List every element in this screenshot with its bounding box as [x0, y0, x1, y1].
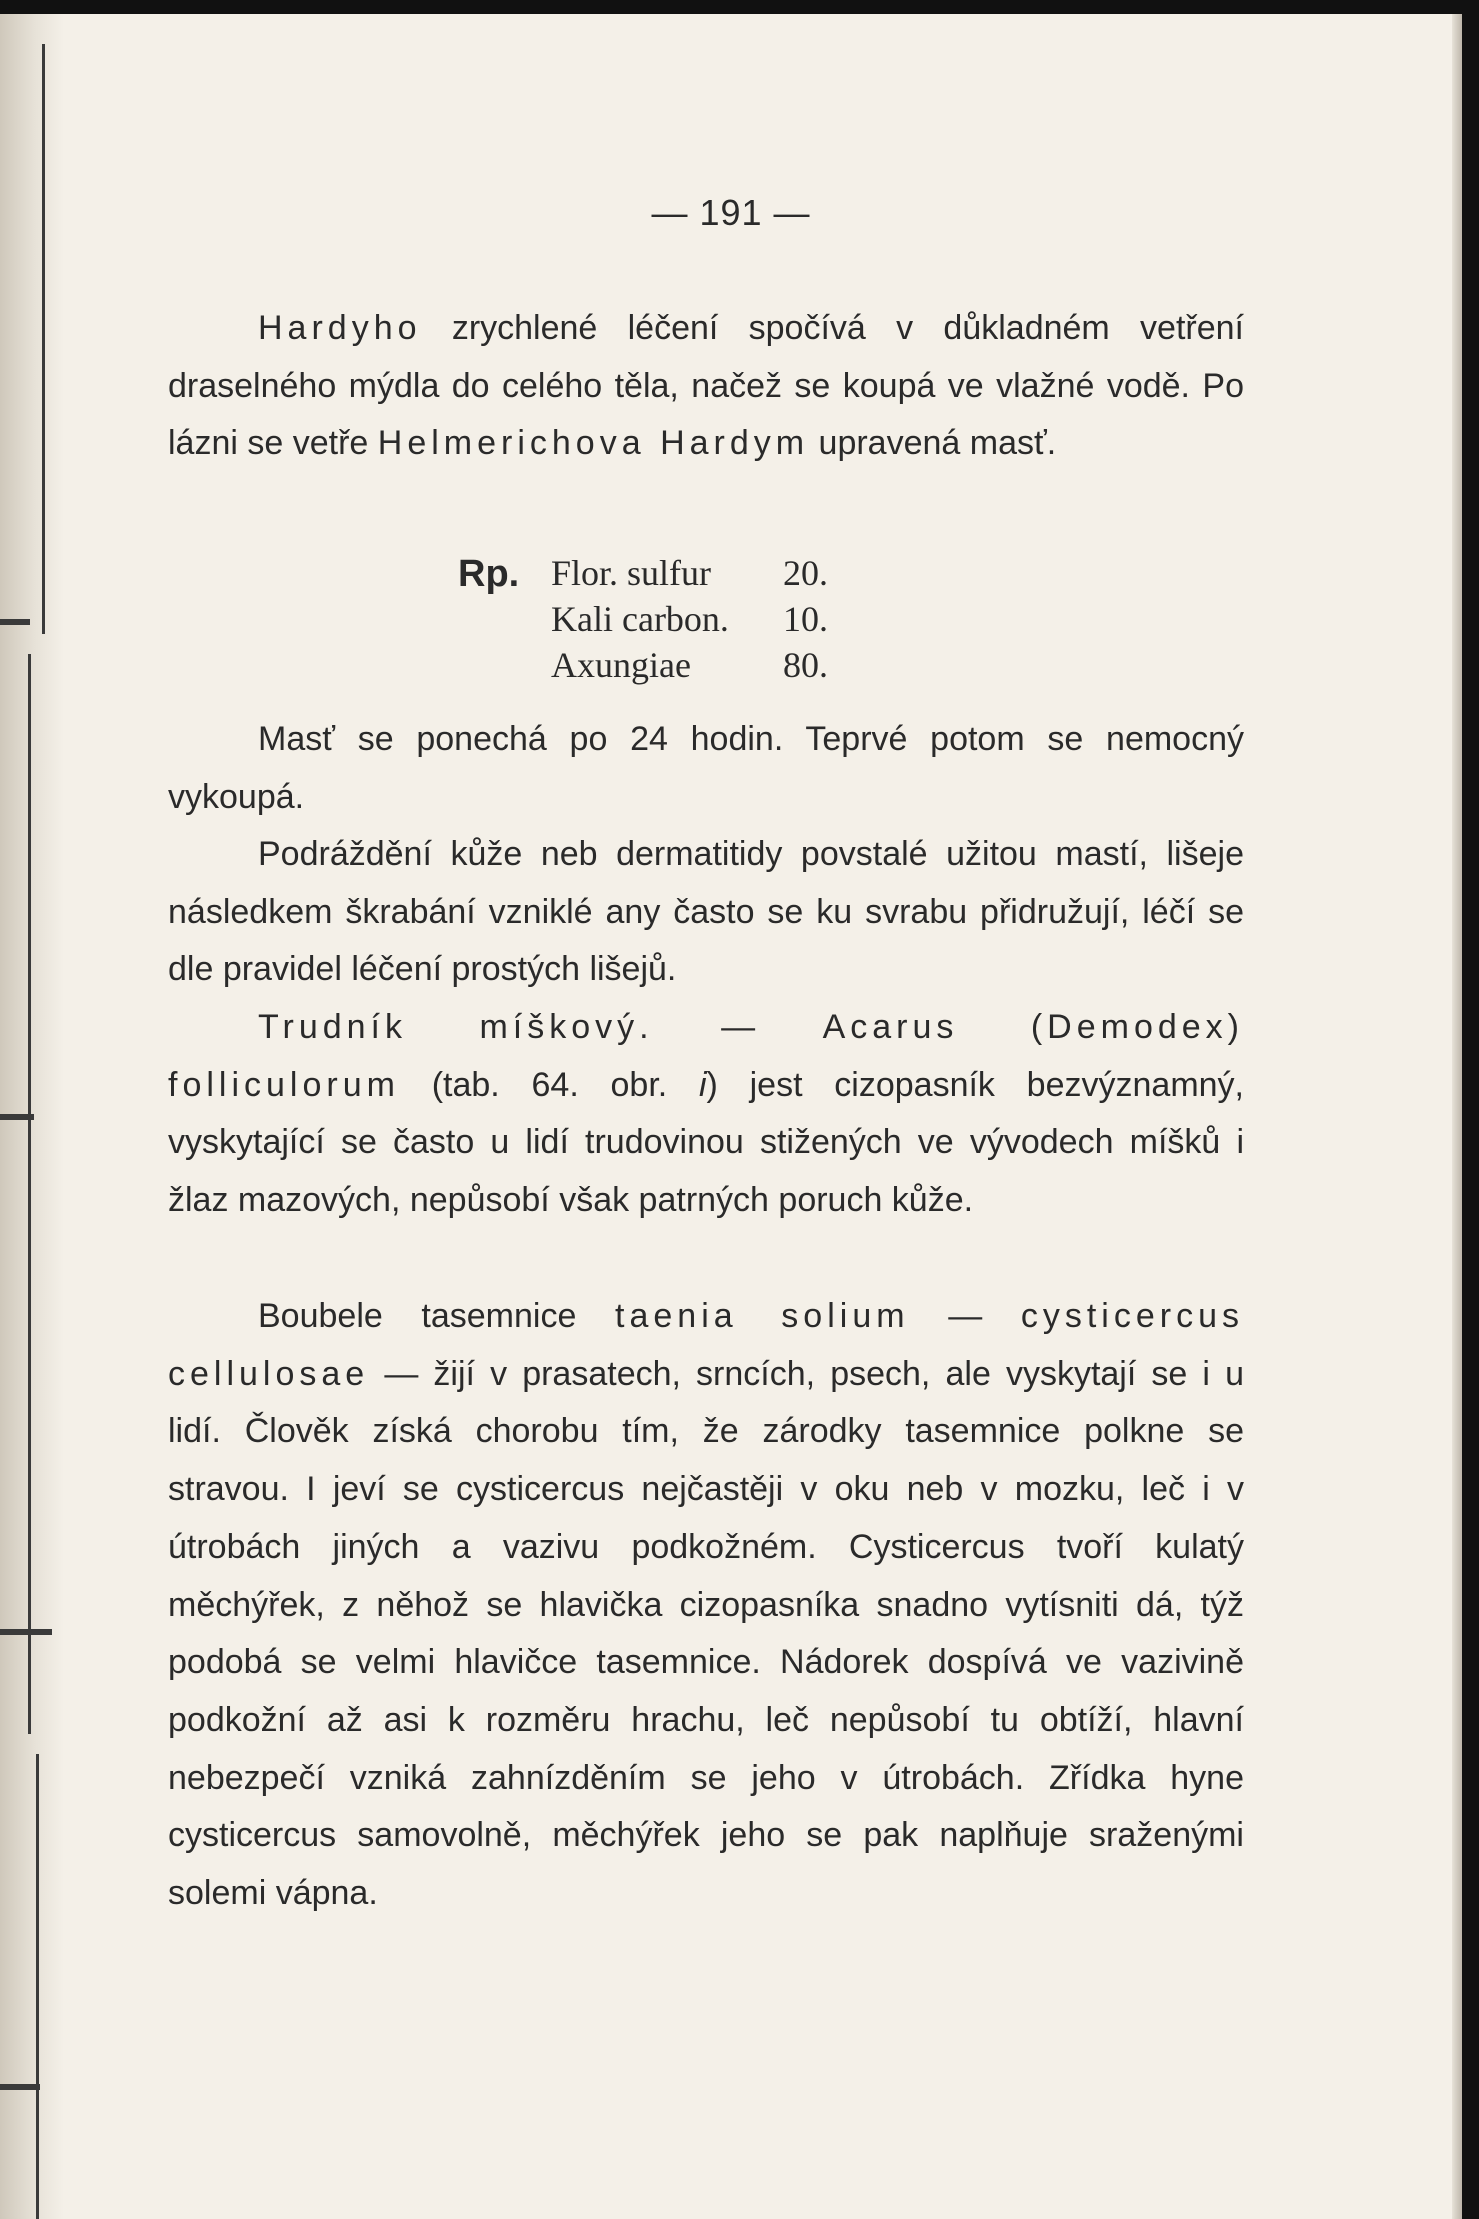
binding-mark	[0, 2084, 40, 2090]
term-latin: Acarus (Demodex) folliculorum	[168, 1008, 1245, 1104]
author-name: Helmerichova Hardym	[377, 424, 810, 463]
recipe-amount: 20.	[783, 553, 828, 593]
author-name: Hardyho	[258, 309, 422, 347]
binding-line	[28, 654, 31, 1734]
recipe-ingredient: Kali carbon.	[551, 599, 729, 639]
paragraph-hardy: Hardyho zrychlené léčení spočívá v důkladném vetření draselného mýdla do celého těla, načež se koupá ve vlažné vodě. Po lázni se vetře Helmerichova Hardym upravená masť.	[168, 309, 1244, 463]
term-latin: taenia solium	[615, 1297, 910, 1335]
binding-line	[36, 1754, 39, 2219]
paragraph-ointment: Masť se ponechá po 24 hodin. Teprvé potom se nemocný vykoupá.	[168, 720, 1244, 816]
recipe-ingredient: Flor. sulfur	[551, 553, 712, 593]
paragraph-demodex: Trudník míškový. — Acarus (Demodex) folliculorum (tab. 64. obr. i) jest cizopasník bezvýznamný, vyskytající se často u lidí trudovinou stižených ve vývodech míšků i žlaz mazových, nepůsobí však patrných poruch kůže.	[168, 1008, 1245, 1220]
binding-mark	[0, 619, 30, 625]
term-czech: Trudník míškový.	[258, 1008, 654, 1046]
recipe-row	[551, 642, 828, 688]
recipe-row	[551, 550, 828, 596]
recipe-mark: Rp.	[458, 553, 520, 595]
binding-mark	[0, 1629, 52, 1635]
binding-line	[42, 44, 45, 634]
page-number: — 191 —	[651, 192, 811, 233]
page-edge	[1452, 14, 1462, 2219]
recipe-row	[551, 596, 828, 642]
recipe-amount: 80.	[783, 645, 828, 685]
paragraph-cysticercus: Boubele tasemnice taenia solium — cysticercus cellulosae — žijí v prasatech, srncích, psech, ale vyskytají se i u lidí. Člověk získá chorobu tím, že zárodky tasemnice polkne se stravou. I jeví se cysticercus nejčastěji v oku neb v mozku, leč i v útrobách jiných a vazivu podkožném. Cysticercus tvoří kulatý měchýřek, z něhož se hlavička cizopasníka snadno vytísniti dá, týž podobá se velmi hlavičce tasemnice. Nádorek dospívá ve vazivině podkožní až asi k rozměru hrachu, leč nepůsobí tu obtíží, hlavní nebezpečí vzniká zahnízděním se jeho v útrobách. Zřídka hyne cysticercus samovolně, měchýřek jeho se pak naplňuje sraženými solemi vápna.	[168, 1297, 1244, 1913]
recipe-amount: 10.	[783, 599, 828, 639]
term-latin: cysticercus cellulosae	[168, 1297, 1244, 1393]
book-page	[0, 14, 1462, 2219]
binding-mark	[0, 1114, 34, 1120]
recipe-ingredient: Axungiae	[551, 645, 691, 685]
paragraph-irritation: Podráždění kůže neb dermatitidy povstalé užitou mastí, lišeje následkem škrabání vzniklé any často se ku svrabu přidružují, léčí se dle pravidel léčení prostých lišejů.	[168, 835, 1244, 989]
